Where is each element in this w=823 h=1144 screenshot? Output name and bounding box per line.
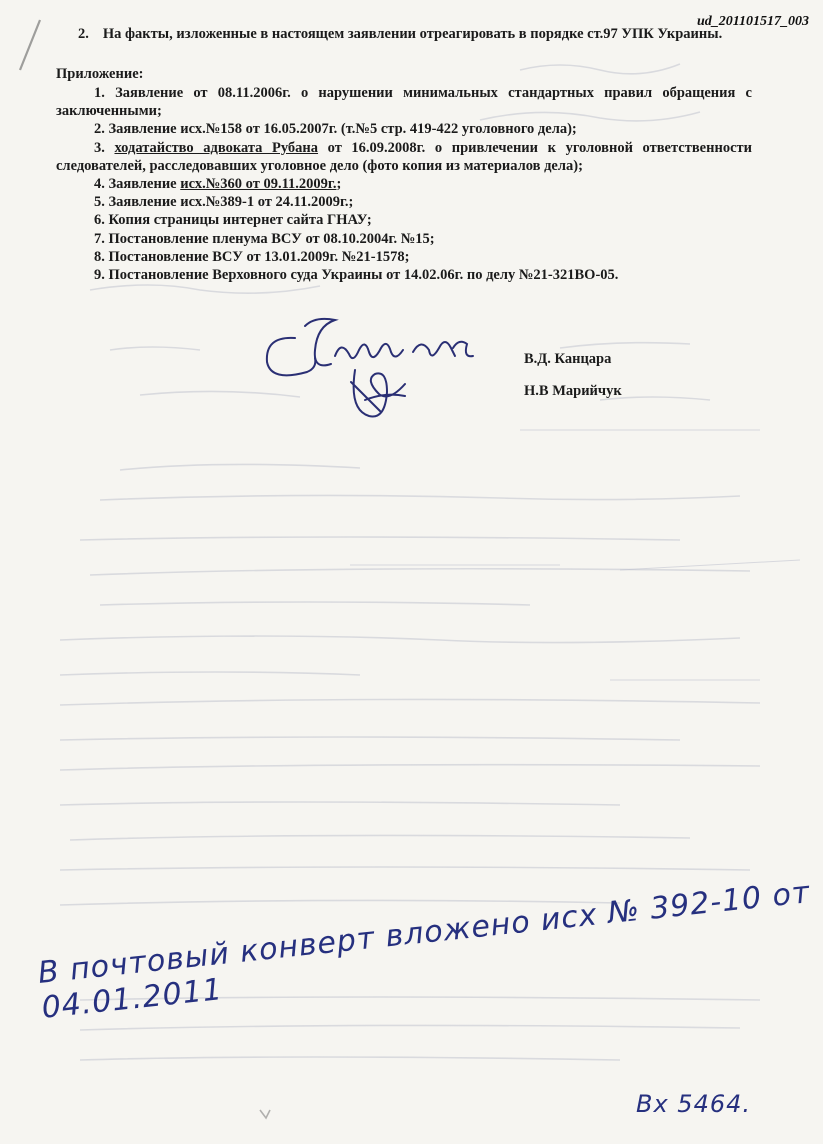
appendix-item-4-post: ; <box>336 176 342 193</box>
appendix-item-4-pre: 4. Заявление <box>94 176 181 193</box>
appendix-item-5: 5. Заявление исх.№389-1 от 24.11.2009г.; <box>94 194 354 211</box>
appendix-item-4 <box>56 175 752 193</box>
appendix-item-7: 7. Постановление пленума ВСУ от 08.10.2004г. №15; <box>94 230 435 247</box>
appendix-item-4-underlined: исх.№360 от 09.11.2009г. <box>180 176 337 193</box>
appendix-item-2: 2. Заявление исх.№158 от 16.05.2007г. (т.№5 стр. 419-422 уголовного дела); <box>94 121 577 138</box>
appendix-item-3-pre: 3. <box>94 139 115 156</box>
appendix-heading: Приложение: <box>56 66 144 82</box>
signatories <box>524 343 622 407</box>
appendix-item-8: 8. Постановление ВСУ от 13.01.2009г. №21-1578; <box>94 248 410 265</box>
appendix-item-3-underlined: ходатайство адвоката Рубана <box>114 139 319 156</box>
appendix-item-9: 9. Постановление Верховного суда Украины от 14.02.06г. по делу №21-321ВО-05. <box>94 267 619 284</box>
handwritten-note: В почтовый конверт вложено исх № 392-10 от 04.01.2011 <box>36 875 812 1026</box>
appendix-item-1: 1. Заявление от 08.11.2006г. о нарушении минимальных стандартных правил обращения с заключенными; <box>56 85 752 120</box>
appendix-list <box>56 84 752 284</box>
signatory-2: Н.В Марийчук <box>524 383 622 399</box>
request-item-number: 2. <box>78 26 89 42</box>
signature-image <box>255 308 495 428</box>
document-id: ud_201101517_003 <box>696 14 809 29</box>
handwritten-incoming-number: Вх 5464. <box>636 1090 752 1118</box>
appendix-item-3 <box>56 139 752 175</box>
appendix-item-6: 6. Копия страницы интернет сайта ГНАУ; <box>94 212 372 229</box>
appendix-item-3-post: от 16.09.2008г. о привлечении к уголовной ответственности следователей, расследовавших уголовное дело (фото копия из материалов дела); <box>56 139 752 174</box>
signatory-1: В.Д. Канцара <box>524 351 612 367</box>
request-item <box>78 26 722 43</box>
request-item-text: На факты, изложенные в настоящем заявлении отреагировать в порядке ст.97 УПК Украины. <box>102 26 723 42</box>
